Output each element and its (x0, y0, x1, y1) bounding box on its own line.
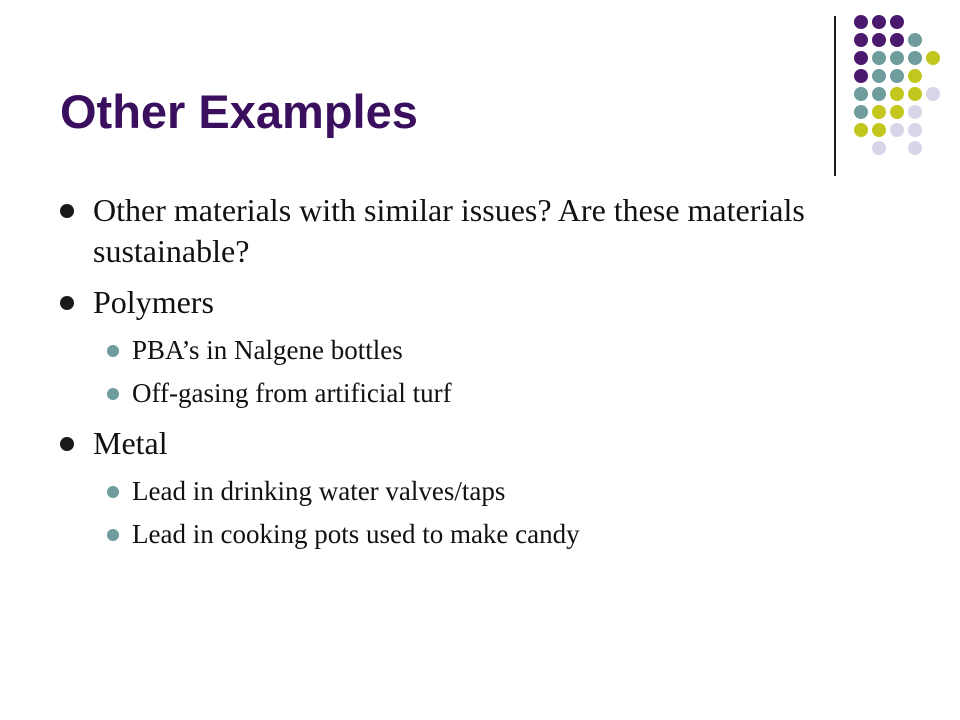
decor-dot (926, 51, 940, 65)
sub-bullet-text: Lead in cooking pots used to make candy (132, 519, 580, 549)
sub-bullet-text: PBA’s in Nalgene bottles (132, 335, 403, 365)
decor-dot (872, 51, 886, 65)
bullet-dot-icon (60, 296, 74, 310)
decor-dot (872, 105, 886, 119)
bullet-item (60, 282, 860, 323)
decor-dot (854, 51, 868, 65)
decor-dot (908, 123, 922, 137)
sub-bullet-dot-icon (107, 388, 119, 400)
decor-dot (854, 105, 868, 119)
sub-bullet-text: Off-gasing from artificial turf (132, 378, 452, 408)
bullet-text: Polymers (93, 284, 214, 320)
decor-dot (908, 87, 922, 101)
slide-title: Other Examples (60, 85, 418, 138)
decor-dot (872, 33, 886, 47)
sub-bullet-item (60, 474, 860, 509)
decor-dot (854, 33, 868, 47)
decor-dot (890, 33, 904, 47)
decor-dot (908, 51, 922, 65)
decor-dot (890, 15, 904, 29)
decor-dot (872, 87, 886, 101)
decor-dot (926, 87, 940, 101)
sub-bullet-dot-icon (107, 486, 119, 498)
sub-bullet-item (60, 376, 860, 411)
decor-dot (854, 15, 868, 29)
bullet-dot-icon (60, 437, 74, 451)
decor-dot (890, 51, 904, 65)
decor-dot (908, 141, 922, 155)
decor-dot (908, 105, 922, 119)
decor-dot (872, 123, 886, 137)
decor-dot (890, 87, 904, 101)
vertical-divider (834, 16, 836, 176)
sub-bullet-item (60, 333, 860, 368)
bullet-list (60, 190, 860, 560)
decor-dot (890, 105, 904, 119)
sub-bullet-item (60, 517, 860, 552)
bullet-item (60, 423, 860, 464)
bullet-text: Other materials with similar issues? Are these materials sustainable? (93, 192, 805, 269)
decor-dot (872, 69, 886, 83)
decor-dot (854, 69, 868, 83)
decor-dot (890, 69, 904, 83)
bullet-item (60, 190, 860, 272)
decor-dot (872, 15, 886, 29)
bullet-dot-icon (60, 204, 74, 218)
decor-dot (908, 69, 922, 83)
decor-dot (908, 33, 922, 47)
decor-dot (890, 123, 904, 137)
decor-dot (854, 123, 868, 137)
decor-dot (854, 87, 868, 101)
decor-dot (872, 141, 886, 155)
sub-bullet-text: Lead in drinking water valves/taps (132, 476, 506, 506)
sub-bullet-dot-icon (107, 529, 119, 541)
sub-bullet-dot-icon (107, 345, 119, 357)
bullet-text: Metal (93, 425, 168, 461)
